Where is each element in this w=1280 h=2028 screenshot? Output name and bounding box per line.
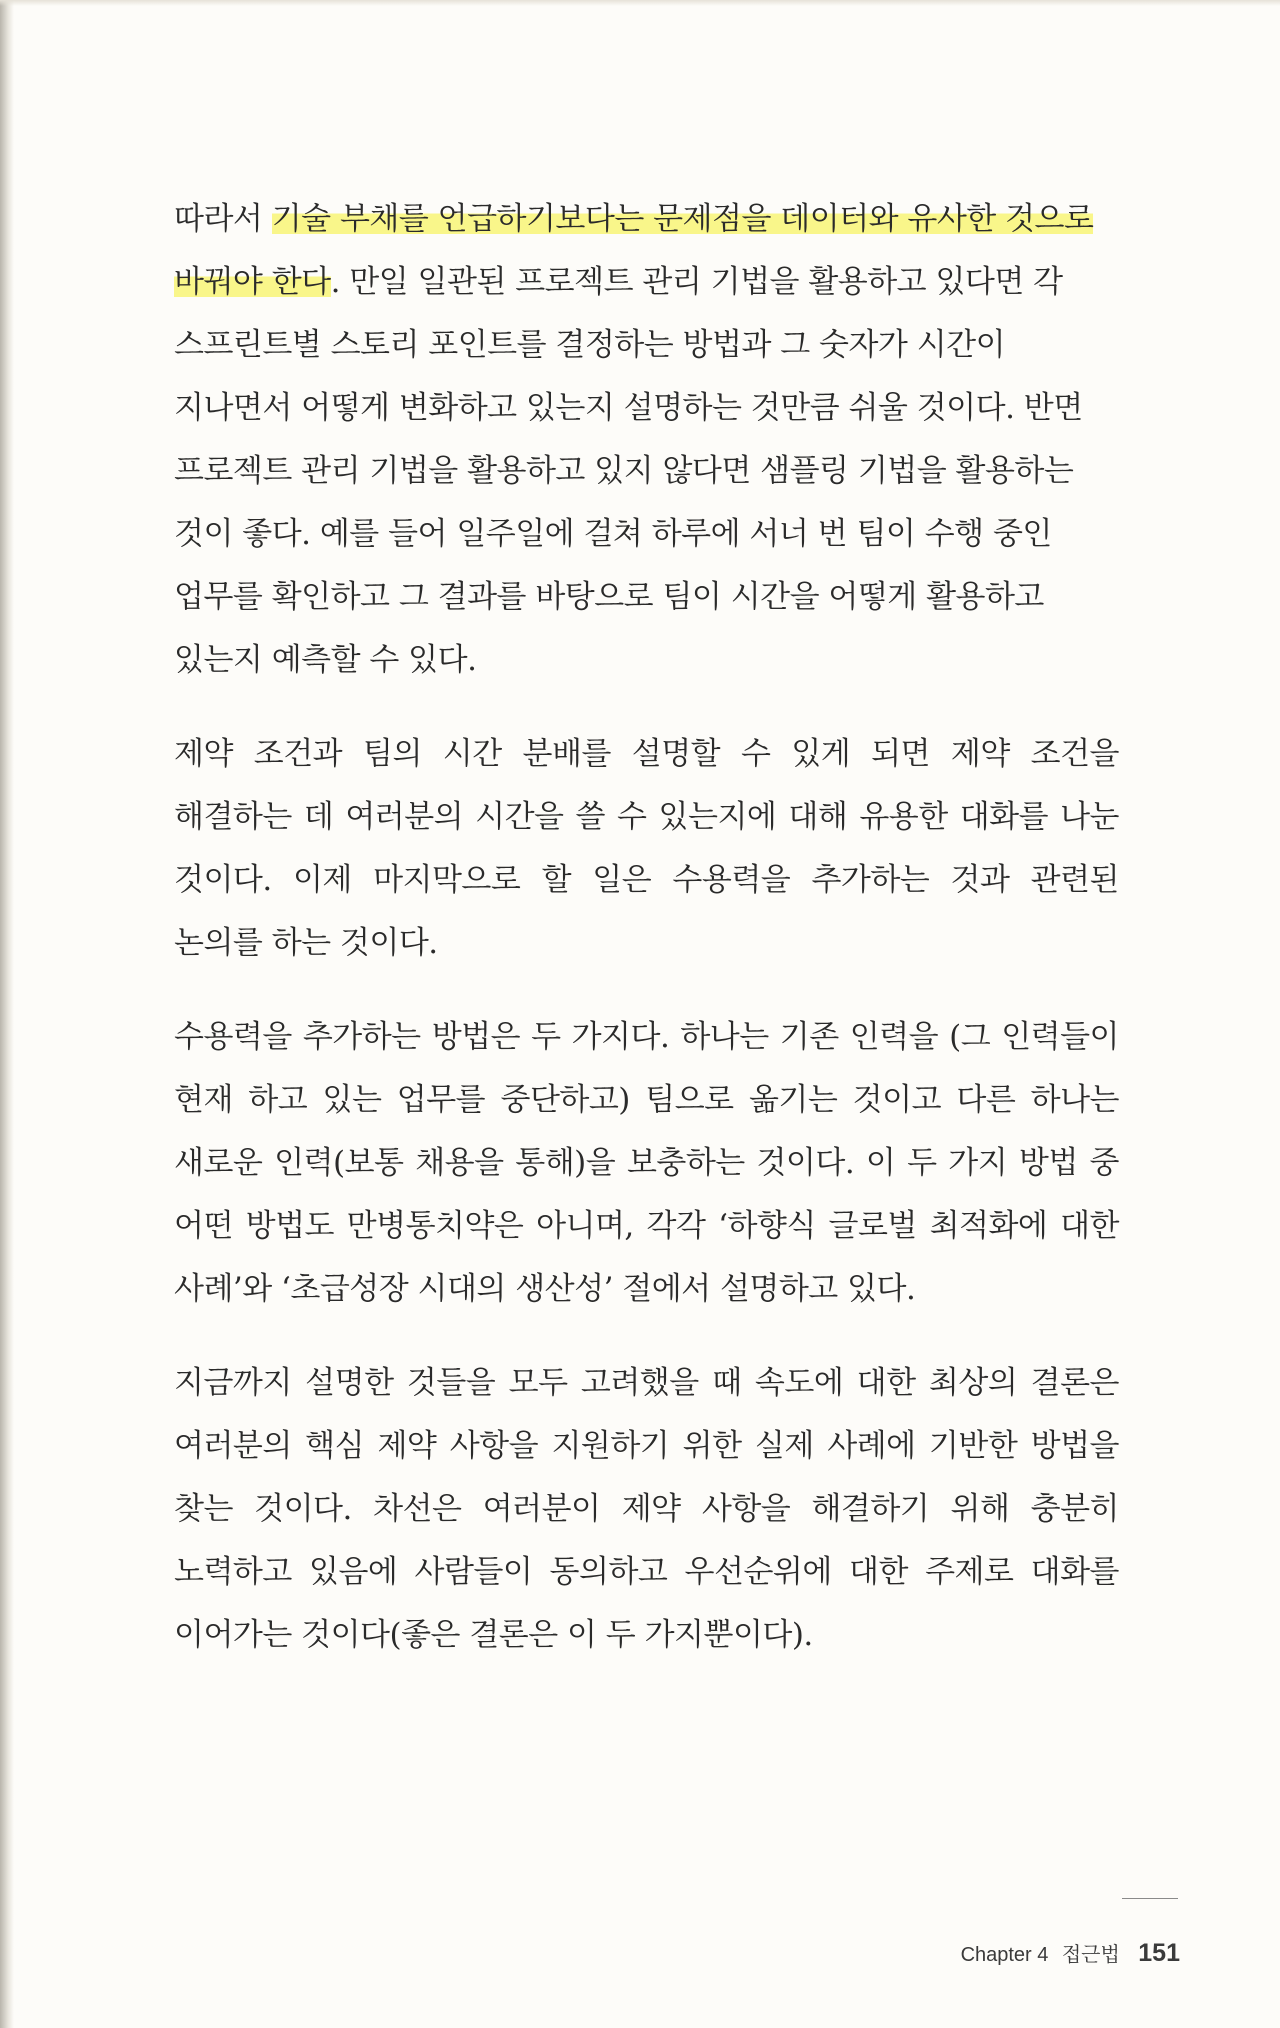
page-top-edge — [0, 0, 1280, 6]
paragraph-1-lead: 따라서 — [174, 201, 272, 237]
paragraph-1-rest: . 만일 일관된 프로젝트 관리 기법을 활용하고 있다면 각 스프린트별 스토리 포인트를 결정하는 방법과 그 숫자가 시간이 지나면서 어떻게 변화하고 있는지 설명하는 것만큼 쉬울 것이다. 반면 프로젝트 관리 기법을 활용하고 있지 않다면 샘플링 기법을 활용하는 것이 좋다. 예를 들어 일주일에 걸쳐 하루에 서너 번 팀이 수행 중인 업무를 확인하고 그 결과를 바탕으로 팀이 시간을 어떻게 활용하고 있는지 예측할 수 있다. — [174, 264, 1083, 678]
page-binding-shadow — [0, 0, 14, 2028]
paragraph-1 — [174, 188, 1119, 692]
paragraph-3: 수용력을 추가하는 방법은 두 가지다. 하나는 기존 인력을 (그 인력들이 현재 하고 있는 업무를 중단하고) 팀으로 옮기는 것이고 다른 하나는 새로운 인력(보통 채용을 통해)을 보충하는 것이다. 이 두 가지 방법 중 어떤 방법도 만병통치약은 아니며, 각각 ‘하향식 글로벌 최적화에 대한 사례’와 ‘초급성장 시대의 생산성’ 절에서 설명하고 있다. — [174, 1019, 1119, 1307]
footer-section-title: 접근법 — [1061, 1944, 1120, 1966]
paragraph-2: 제약 조건과 팀의 시간 분배를 설명할 수 있게 되면 제약 조건을 해결하는 데 여러분의 시간을 쓸 수 있는지에 대해 유용한 대화를 나눈 것이다. 이제 마지막으로 할 일은 수용력을 추가하는 것과 관련된 논의를 하는 것이다. — [174, 736, 1119, 961]
body-text — [174, 188, 1119, 1698]
page-footer — [961, 1938, 1180, 1968]
footer-chapter: Chapter 4 — [960, 1944, 1049, 1966]
paragraph-4: 지금까지 설명한 것들을 모두 고려했을 때 속도에 대한 최상의 결론은 여러분의 핵심 제약 사항을 지원하기 위한 실제 사례에 기반한 방법을 찾는 것이다. 차선은 여러분이 제약 사항을 해결하기 위해 충분히 노력하고 있음에 사람들이 동의하고 우선순위에 대한 주제로 대화를 이어가는 것이다(좋은 결론은 이 두 가지뿐이다). — [174, 1365, 1119, 1653]
highlighted-phrase: 기술 부채를 언급하기보다는 문제점을 데이터와 유사한 것으로 바꿔야 한다 — [174, 201, 1094, 300]
page-number: 151 — [1138, 1939, 1180, 1967]
footer-rule — [1122, 1898, 1178, 1899]
